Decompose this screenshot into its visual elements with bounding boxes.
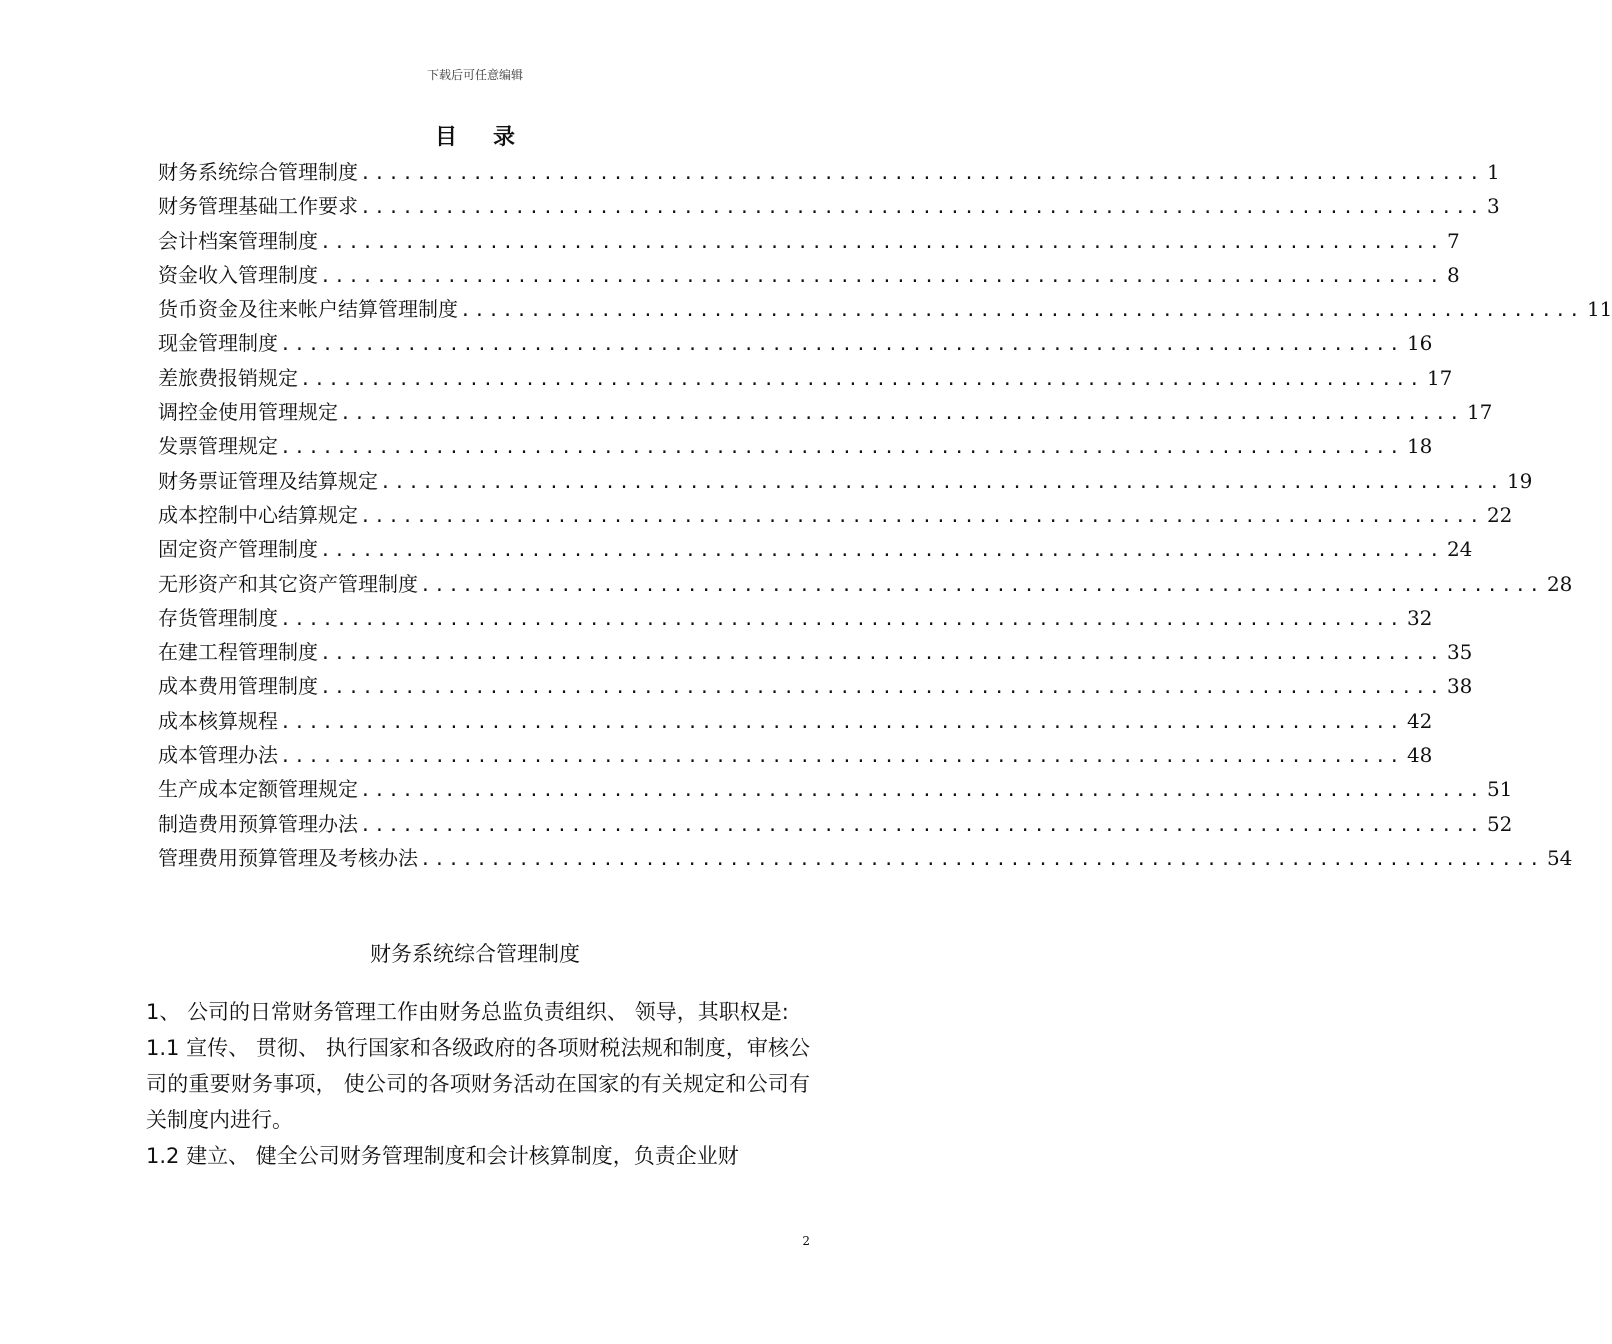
toc-leader: ................................................................................ <box>360 814 1483 836</box>
toc-entry[interactable] <box>158 567 1573 601</box>
toc-entry-page: 11 <box>1586 297 1612 322</box>
toc-title-left: 目 <box>434 125 457 150</box>
toc-leader: ................................................................................ <box>280 334 1403 356</box>
toc-entry-title: 货币资金及往来帐户结算管理制度 <box>158 297 458 322</box>
toc-entry[interactable] <box>158 155 1500 189</box>
page-number: 2 <box>802 1234 810 1248</box>
toc-leader: ................................................................................ <box>320 643 1443 665</box>
toc-entry-title: 调控金使用管理规定 <box>158 400 338 425</box>
toc-entry[interactable] <box>158 532 1473 566</box>
toc-leader: ................................................................................ <box>320 540 1443 562</box>
toc-entry[interactable] <box>158 635 1473 669</box>
toc-entry-page: 52 <box>1486 811 1513 836</box>
section-heading: 财务系统综合管理制度 <box>370 942 580 966</box>
toc-entry[interactable] <box>158 224 1460 258</box>
paragraph: 1、 公司的日常财务管理工作由财务总监负责组织、 领导，其职权是: <box>146 1000 789 1024</box>
toc-entry-title: 成本管理办法 <box>158 743 278 768</box>
toc-entry[interactable] <box>158 807 1513 841</box>
toc-entry[interactable] <box>158 841 1573 875</box>
toc-entry-page: 18 <box>1406 434 1433 459</box>
toc-entry[interactable] <box>158 395 1493 429</box>
toc-entry[interactable] <box>158 464 1533 498</box>
toc-entry-page: 16 <box>1406 331 1433 356</box>
toc-title <box>0 120 950 151</box>
toc-entry-title: 生产成本定额管理规定 <box>158 777 358 802</box>
toc-entry[interactable] <box>158 292 1612 326</box>
toc-entry-page: 51 <box>1486 777 1513 802</box>
toc-leader: ................................................................................ <box>280 608 1403 630</box>
toc-entry[interactable] <box>158 738 1433 772</box>
toc-leader: ................................................................................ <box>360 197 1483 219</box>
toc-leader: ................................................................................ <box>280 746 1403 768</box>
toc-entry-title: 在建工程管理制度 <box>158 640 318 665</box>
toc-entry-title: 资金收入管理制度 <box>158 262 318 287</box>
toc-entry-page: 48 <box>1406 743 1433 768</box>
toc-entry[interactable] <box>158 669 1473 703</box>
toc-leader: ................................................................................ <box>420 574 1543 596</box>
toc-entry-page: 24 <box>1446 537 1473 562</box>
toc-entry-page: 7 <box>1446 228 1460 253</box>
toc-entry-title: 制造费用预算管理办法 <box>158 811 358 836</box>
toc-entry[interactable] <box>158 498 1513 532</box>
toc-entry[interactable] <box>158 429 1433 463</box>
toc-entry[interactable] <box>158 601 1433 635</box>
toc-leader: ................................................................................ <box>320 677 1443 699</box>
toc-entry-title: 会计档案管理制度 <box>158 228 318 253</box>
toc-entry-title: 现金管理制度 <box>158 331 278 356</box>
toc-entry-title: 无形资产和其它资产管理制度 <box>158 571 418 596</box>
toc-entry-title: 差旅费报销规定 <box>158 365 298 390</box>
toc-leader: ................................................................................ <box>460 300 1583 322</box>
toc-leader: ................................................................................ <box>380 471 1503 493</box>
table-of-contents <box>158 155 1612 875</box>
toc-entry-title: 发票管理规定 <box>158 434 278 459</box>
toc-entry-page: 8 <box>1446 262 1460 287</box>
toc-entry-page: 17 <box>1426 365 1453 390</box>
toc-entry-title: 成本核算规程 <box>158 708 278 733</box>
toc-entry-title: 成本控制中心结算规定 <box>158 502 358 527</box>
paragraph: 1.2 建立、 健全公司财务管理制度和会计核算制度，负责企业财 <box>146 1144 739 1168</box>
toc-entry-page: 1 <box>1486 160 1500 184</box>
body-text <box>146 994 810 1174</box>
paragraph: 1.1 宣传、 贯彻、 执行国家和各级政府的各项财税法规和制度，审核公司的重要财务事项， 使公司的各项财务活动在国家的有关规定和公司有关制度内进行。 <box>146 1036 810 1132</box>
toc-entry[interactable] <box>158 772 1513 806</box>
toc-entry-title: 财务票证管理及结算规定 <box>158 468 378 493</box>
toc-entry-page: 3 <box>1486 194 1500 219</box>
toc-leader: ................................................................................ <box>320 265 1443 287</box>
toc-entry-page: 22 <box>1486 502 1513 527</box>
toc-entry-page: 19 <box>1506 468 1533 493</box>
toc-leader: ................................................................................ <box>420 848 1543 870</box>
toc-entry-page: 38 <box>1446 674 1473 699</box>
toc-entry-title: 财务系统综合管理制度 <box>158 160 358 184</box>
toc-entry[interactable] <box>158 189 1500 223</box>
toc-entry-title: 管理费用预算管理及考核办法 <box>158 845 418 870</box>
toc-entry-title: 存货管理制度 <box>158 605 278 630</box>
toc-entry-page: 32 <box>1406 605 1433 630</box>
toc-entry-page: 17 <box>1466 400 1493 425</box>
toc-entry-page: 28 <box>1546 571 1573 596</box>
toc-leader: ................................................................................ <box>320 231 1443 253</box>
toc-leader: ................................................................................ <box>360 780 1483 802</box>
toc-leader: ................................................................................ <box>280 711 1403 733</box>
toc-entry-title: 固定资产管理制度 <box>158 537 318 562</box>
toc-leader: ................................................................................ <box>360 505 1483 527</box>
toc-entry-page: 42 <box>1406 708 1433 733</box>
toc-leader: ................................................................................ <box>280 437 1403 459</box>
toc-leader: ................................................................................ <box>360 163 1483 184</box>
toc-leader: ................................................................................ <box>300 368 1423 390</box>
toc-entry[interactable] <box>158 704 1433 738</box>
toc-entry[interactable] <box>158 361 1453 395</box>
toc-entry-title: 成本费用管理制度 <box>158 674 318 699</box>
toc-entry-page: 54 <box>1546 845 1573 870</box>
toc-leader: ................................................................................ <box>340 403 1463 425</box>
toc-title-right: 录 <box>493 125 516 150</box>
toc-entry[interactable] <box>158 258 1460 292</box>
toc-entry[interactable] <box>158 326 1433 360</box>
toc-entry-title: 财务管理基础工作要求 <box>158 194 358 219</box>
toc-entry-page: 35 <box>1446 640 1473 665</box>
page-header: 下载后可任意编辑 <box>426 68 523 82</box>
